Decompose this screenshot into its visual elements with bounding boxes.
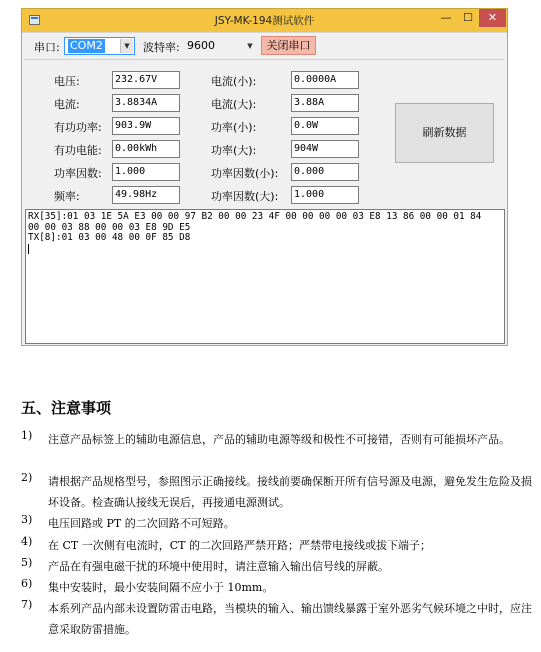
toolbar-divider [24,59,504,60]
voltage-label: 电压: [54,75,80,88]
item-text: 请根据产品规格型号，参照图示正确接线。接线前要确保断开所有信号源及电源，避免发生危险及损坏设备。检查确认接线无误后，再接通电源测试。 [48,475,532,509]
power-factor-min-field[interactable]: 0.000 [291,163,359,181]
app-window [21,8,508,346]
log-line: 00 00 03 88 00 00 03 E8 9D E5 [28,221,191,233]
power-factor-max-field[interactable]: 1.000 [291,186,359,204]
serial-log[interactable] [25,209,505,344]
item-number: 5) [21,556,33,569]
active-power-label: 有功功率: [54,121,102,134]
item-number: 1) [21,429,33,442]
close-port-button[interactable]: 关闭串口 [261,36,316,55]
item-text: 集中安装时，最小安装间隔不应小于 10mm。 [48,581,274,594]
power-factor-min-label: 功率因数(小): [211,167,279,180]
item-number: 3) [21,513,33,526]
text-cursor [28,244,29,254]
item-text: 在 CT 一次侧有电流时，CT 的二次回路严禁开路；严禁带电接线或拔下端子； [48,539,431,552]
power-factor-max-label: 功率因数(大): [211,190,279,203]
log-line: RX[35]:01 03 1E 5A E3 00 00 97 B2 00 00 23 4F 00 00 00 00 03 E8 13 86 00 00 01 84 [28,211,482,222]
voltage-field[interactable]: 232.67V [112,71,180,89]
active-power-field[interactable]: 903.9W [112,117,180,135]
current-max-label: 电流(大): [211,98,257,111]
port-label: 串口: [34,41,60,54]
baud-select[interactable] [183,37,258,55]
item-number: 2) [21,471,33,484]
minimize-button[interactable]: — [440,11,452,24]
close-button[interactable]: ✕ [479,9,506,27]
item-number: 4) [21,535,33,548]
port-select[interactable] [64,37,135,55]
maximize-button[interactable]: ☐ [463,11,473,24]
chevron-down-icon[interactable]: ▼ [247,42,253,50]
refresh-data-button[interactable]: 刷新数据 [395,103,494,163]
item-number: 7) [21,598,33,611]
item-number: 6) [21,577,33,590]
current-field[interactable]: 3.8834A [112,94,180,112]
window-client [22,32,507,346]
log-line: TX[8]:01 03 00 48 00 0F 85 D8 [28,232,191,243]
port-value: COM2 [70,39,103,52]
current-max-field[interactable]: 3.88A [291,94,359,112]
frequency-field[interactable]: 49.98Hz [112,186,180,204]
baud-label: 波特率: [143,41,180,54]
current-min-field[interactable]: 0.0000A [291,71,359,89]
power-min-label: 功率(小): [211,121,257,134]
title-bar[interactable] [22,9,507,32]
item-text: 电压回路或 PT 的二次回路不可短路。 [48,517,235,530]
power-factor-field[interactable]: 1.000 [112,163,180,181]
current-label: 电流: [54,98,80,111]
item-text: 本系列产品内部未设置防雷击电路，当模块的输入、输出馈线暴露于室外恶劣气候环境之中时，应注意采取防雷措施。 [48,602,532,636]
power-max-field[interactable]: 904W [291,140,359,158]
chevron-down-icon[interactable]: ▼ [120,39,133,53]
current-min-label: 电流(小): [211,75,257,88]
window-title: JSY-MK-194测试软件 [214,15,315,27]
power-factor-label: 功率因数: [54,167,102,180]
power-max-label: 功率(大): [211,144,257,157]
item-text: 产品在有强电磁干扰的环境中使用时，请注意输入输出信号线的屏蔽。 [48,560,389,573]
power-min-field[interactable]: 0.0W [291,117,359,135]
section-heading: 五、注意事项 [21,399,112,417]
frequency-label: 频率: [54,190,80,203]
baud-value: 9600 [187,39,215,52]
active-energy-label: 有功电能: [54,144,102,157]
active-energy-field[interactable]: 0.00kWh [112,140,180,158]
item-text: 注意产品标签上的辅助电源信息，产品的辅助电源等级和极性不可接错，否则有可能损坏产品。 [48,433,510,446]
